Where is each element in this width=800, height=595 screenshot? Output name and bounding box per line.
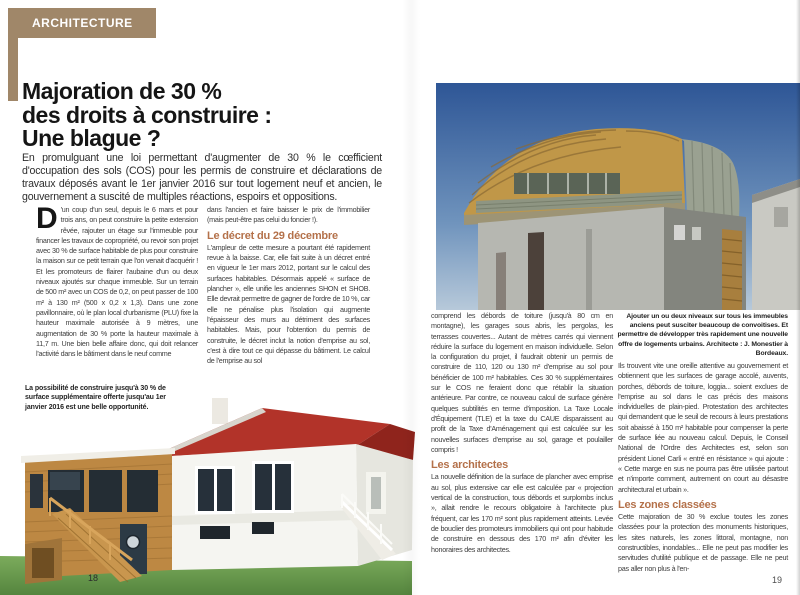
section-banner [18, 8, 156, 38]
page-number-right: 19 [772, 575, 783, 585]
column-1-paragraph: 'un coup d'un seul, depuis le 6 mars et pour trois ans, on peut construire la petite extension rêvée, rajouter un étage sur l'immeuble pour financer les travaux de copropriété, ou revoir son projet avec 30 % de surface habitable de plus pour construire la maison sur ce petit terrain que l'on venait d'acquérir ! Et les promoteurs de flairer l'aubaine d'un ou deux niveaux ajoutés sur chaque immeuble. Sur un terrain de 500 m² avec un COS de 0,2, on peut passer de 100 m² à 130 m² (500 x 0,2 x 1,3). Dans une zone pavillonnaire, où le plan local d'urbanisme (PLU) fixe la hauteur maximale autorisée à 9 mètres, une augmentation de 30 % porte la hauteur maximale à 11,7 m. Une bien belle affaire donc, qui doit relancer l'activité dans le bâtiment dans le neuf comme [36, 205, 198, 359]
article-title [22, 80, 272, 151]
page-number-left: 18 [88, 573, 99, 583]
section-banner-label: ARCHITECTURE [32, 16, 133, 30]
house-photo-illustration [0, 398, 415, 595]
background-building [752, 179, 800, 310]
subheading-architectes: Les architectes [431, 459, 509, 472]
column-4-paragraph-2: Cette majoration de 30 % exclue toutes les zones classées pour la protection des monuments historiques, les sites naturels, les zones littoral, montagne, non constructibles, inondables... Elle ne peut pas modifier les servitudes d'utilité publique et de passage. Elle ne peut pas aller non plus à l'en- [618, 512, 788, 573]
column-3-paragraph-1: comprend les débords de toiture (jusqu'à 80 cm en montagne), les garages sous abris, les pergolas, les terrasses couvertes... Autant de mètres carrés qui viennent réduire la surface du logement en maison individuelle. Selon la configuration du projet, il faudrait obtenir un permis de construire de 110, 120 ou 130 m² d'emprise au sol pour bénéficier de 100 m² habitables. Ces 30 % supplémentaires sur le COS ne feraient donc que rétablir la situation antérieure. Par contre, ce nouveau calcul de surface génère quelques subtilités en terme d'imposition. La Taxe Locale d'Équipement (TLE) et la taxe du CAUE disparaissent au profit de la Taxe d'Aménagement qui est calculée sur les nouvelles surfaces d'emprise au sol, garage et poulailler compris ! [431, 311, 613, 454]
column-3-paragraph-2: La nouvelle définition de la surface de plancher avec emprise au sol, plus extensive car elle est calculée par « projection vertical de la construction, tous débords et surplombs inclus », allait rendre le recours obligatoire à l'architecte plus fréquent, car les 170 m² sont plus rapidement atteints. Levée de bouclier des promoteurs immobiliers qui ont pour habitude de construire en dessous des 170 m² afin d'éviter les honoraires des architectes. [431, 472, 613, 554]
subheading-decret: Le décret du 29 décembre [207, 229, 338, 242]
title-line-2: des droits à construire : [22, 101, 272, 128]
title-line-1: Majoration de 30 % [22, 78, 222, 104]
concrete-building [478, 207, 746, 310]
drop-cap: D [36, 202, 58, 235]
house-caption: La possibilité de construire jusqu'à 30 % de surface supplémentaire offerte jusqu'au 1er janvier 2016 est une belle opportunité. [25, 385, 166, 411]
page-edge [796, 0, 800, 595]
body-column-3 [431, 311, 613, 555]
body-column-2 [207, 205, 370, 366]
building-caption: Ajouter un ou deux niveaux sur tous les immeubles anciens peut susciter beaucoup de convoitises. Et permettre de développer très rapidement une nouvelle offre de logements urbains. Architecte : J. Monestier à Bordeaux. [617, 313, 788, 357]
left-accent-bar [8, 8, 18, 101]
title-line-3: Une blague ? [22, 125, 161, 151]
column-2-paragraph-1: dans l'ancien et faire baisser le prix de l'immobilier (mais peut-être pas celui du foncier !). [207, 205, 370, 225]
body-column-1 [36, 202, 198, 359]
body-column-4 [618, 361, 788, 574]
article-intro: En promulguant une loi permettant d'augmenter de 30 % le cœfficient d'occupation des sols (COS) pour les permis de construire et déclarations de travaux déposés avant le 1er janvier 2016 sur tout logement neuf et ancien, le gouvernement a suscité de multiples réactions, espoirs et oppositions. [22, 152, 382, 203]
subheading-zones: Les zones classées [618, 498, 717, 511]
wood-extension [21, 448, 175, 584]
column-2-paragraph-2: L'ampleur de cette mesure a pourtant été rapidement revue à la baisse. Car, elle fait suite à un décret entré en vigueur le 1er mars 2012, portant sur le calcul des surfaces habitables. Désormais appelé « surface de plancher », elle unifie les anciennes SHON et SHOB. Elle devrait permettre de gagner de l'ordre de 10 %, car elle ne pénalise plus l'isolation qui augmente l'épaisseur des murs au détriment des surfaces habitables. Mais, pour l'obtention du permis de construite, le décret inclut la notion d'emprise au sol, c'est à dire tout ce qui dépasse du bâtiment. Le calcul de l'emprise au sol [207, 242, 370, 366]
building-photo-illustration [436, 83, 800, 310]
chimney [212, 398, 228, 424]
column-4-paragraph-1: Ils trouvent vite une oreille attentive au gouvernement et obtiennent que les surfaces de garage accolé, auvents, porches, débords de toiture, loggia... soient exclues de l'emprise au sol dans le cas précis des maisons individuelles de plain-pied. Protestation des architectes qui demandent que le seuil de recours à leurs prestations soit abaissé à 150 m² habitable pour compenser la perte de surface liée au nouveau calcul. Depuis, le Conseil National de l'Ordre des Architectes est, selon son président Lionel Carli « entré en résistance » qui ajoute : « Cette marge en sus ne pourra pas être utilisée partout et n'importe comment, autrement on court au désastre architectural et urbain ». [618, 361, 788, 494]
page-gutter [402, 0, 420, 595]
